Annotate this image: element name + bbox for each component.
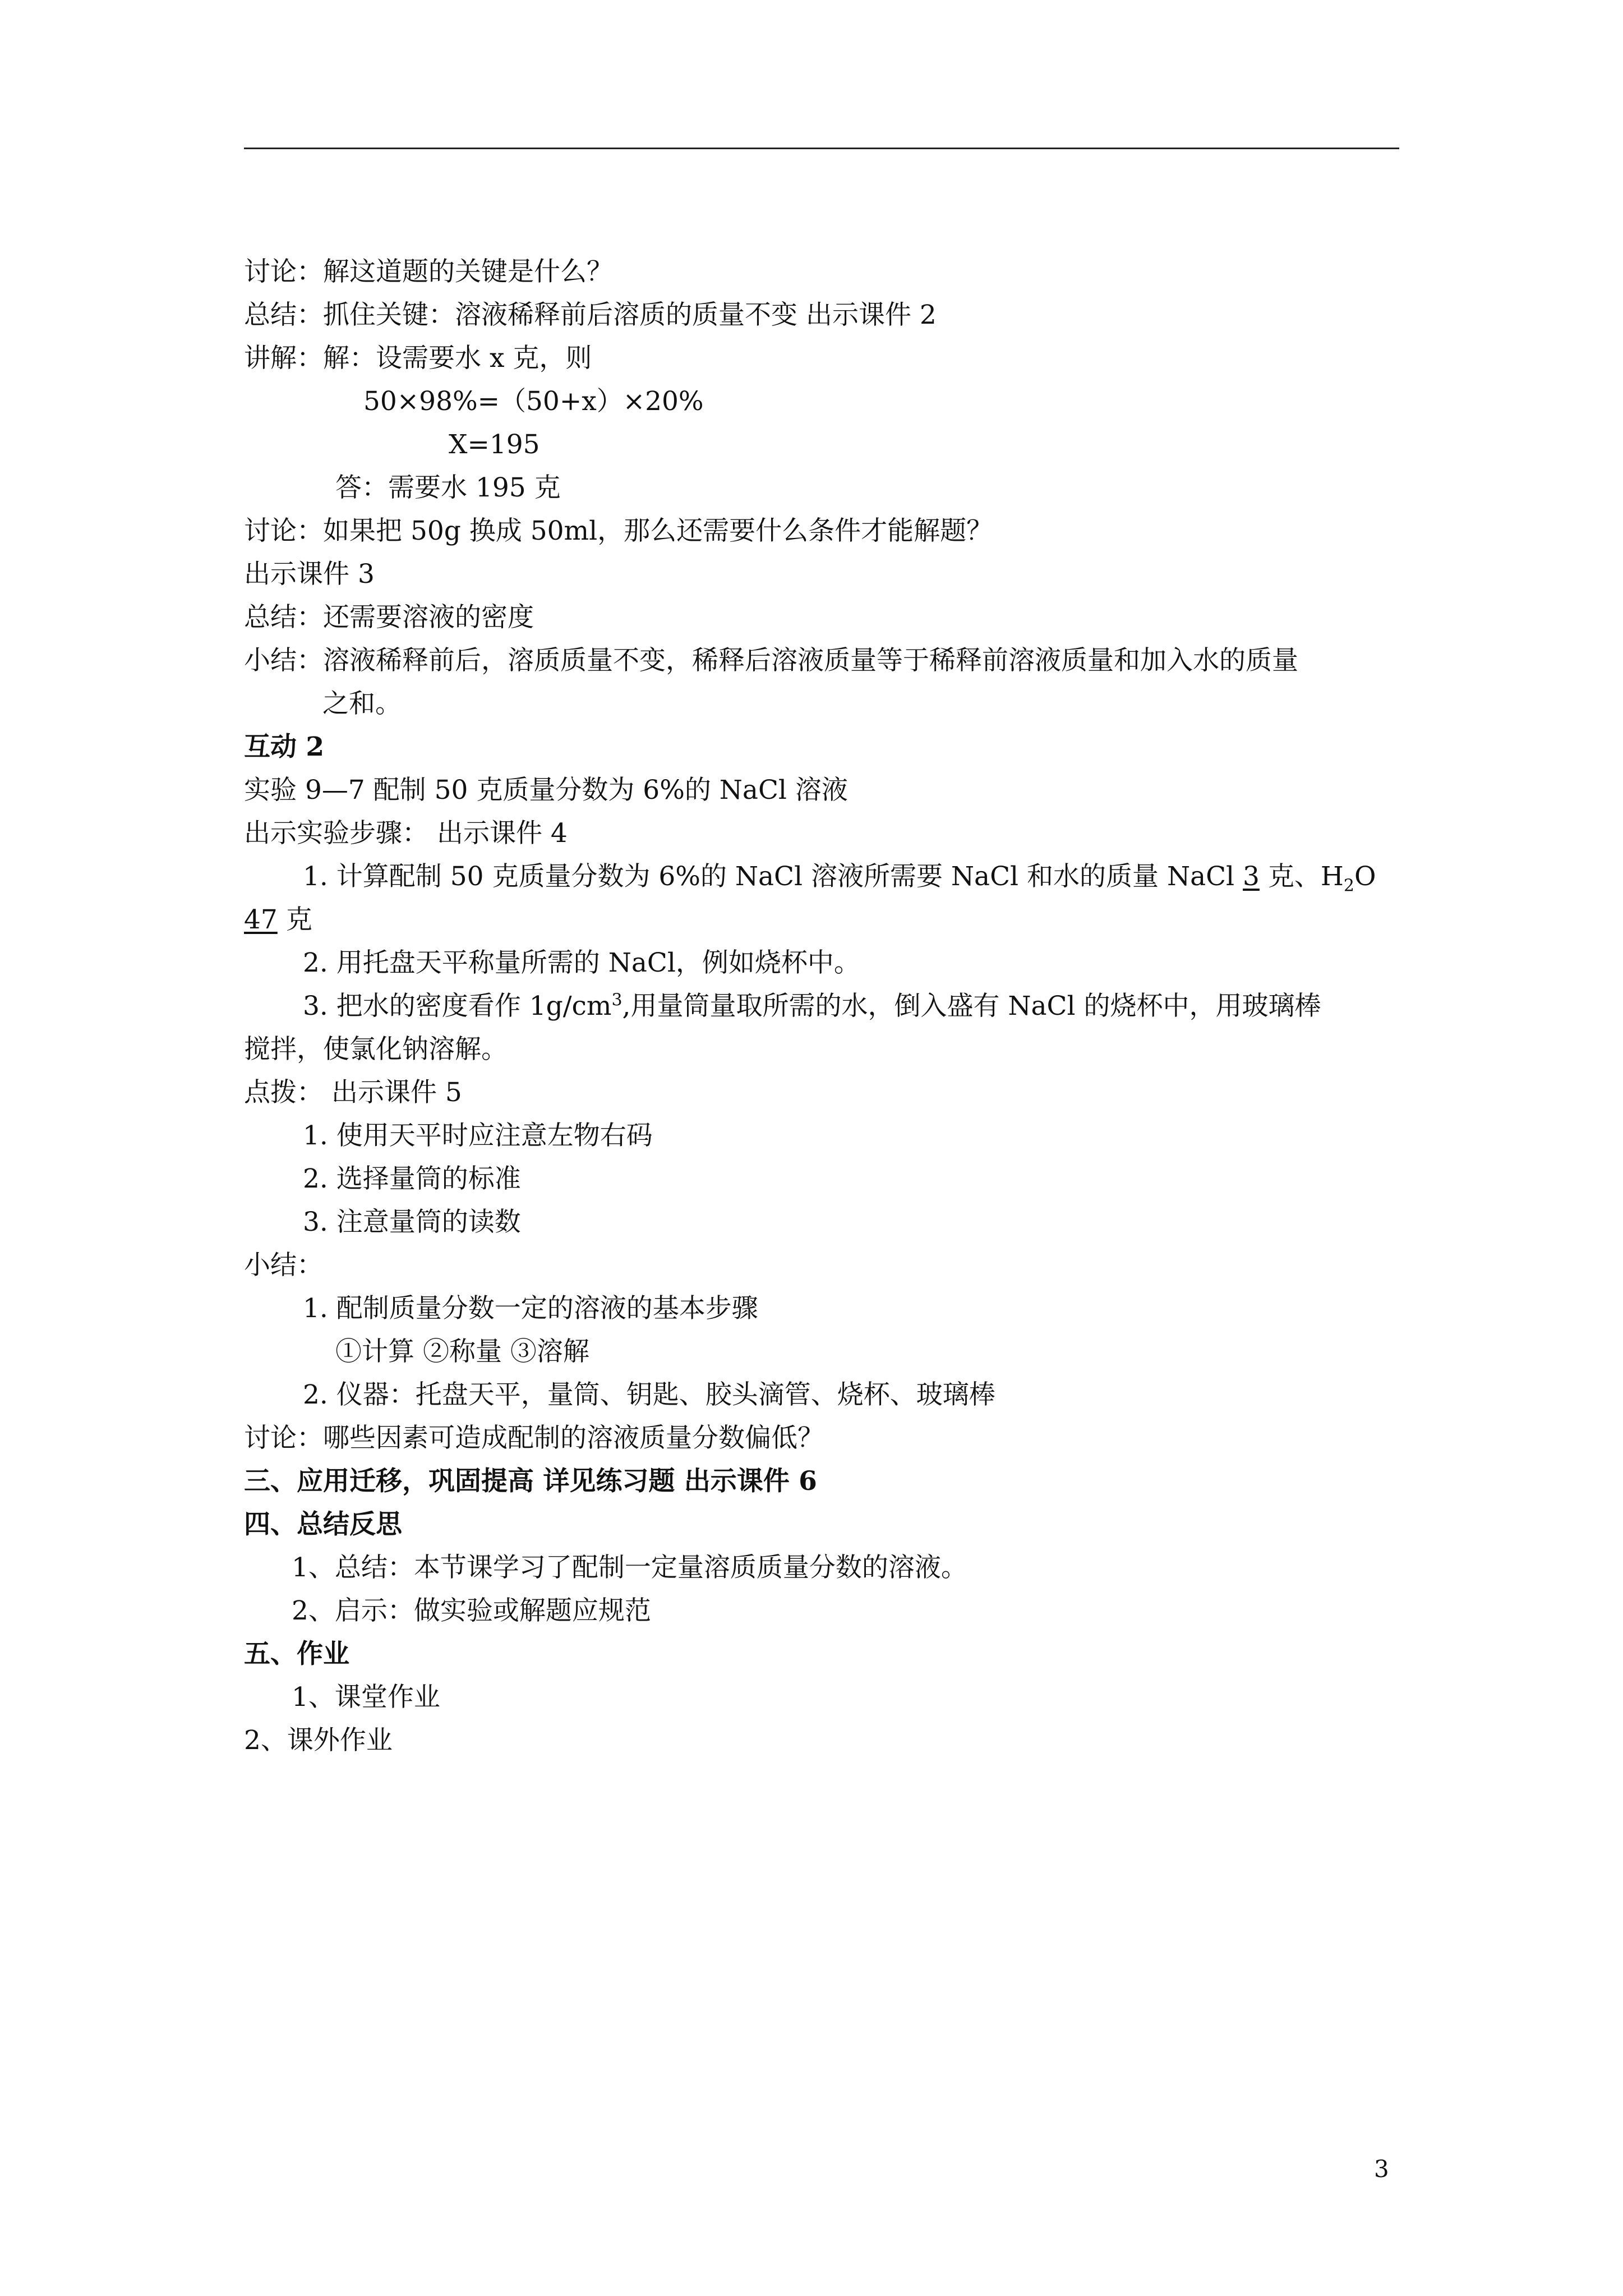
list-item: 2、课外作业	[244, 1725, 393, 1756]
list-item: 3. 注意量筒的读数	[303, 1207, 521, 1237]
list-item: ①计算 ②称量 ③溶解	[335, 1336, 589, 1367]
section-heading: 五、作业	[244, 1639, 349, 1669]
text-line: 总结：抓住关键：溶液稀释前后溶质的质量不变 出示课件 2	[244, 300, 937, 330]
text-line: 小结：	[244, 1250, 323, 1281]
step-line-continued: 搅拌，使氯化钠溶解。	[244, 1034, 508, 1065]
text-line: 讲解：解：设需要水 x 克，则	[244, 343, 592, 374]
step-line: 2. 用托盘天平称量所需的 NaCl，例如烧杯中。	[303, 947, 860, 978]
section-heading: 四、总结反思	[244, 1509, 402, 1540]
step-line: 1. 计算配制 50 克质量分数为 6%的 NaCl 溶液所需要 NaCl 和水的质量 NaCl 3 克、$H_2O$	[303, 861, 1376, 896]
list-item: 2. 选择量筒的标准	[303, 1163, 521, 1194]
list-item: 1、总结：本节课学习了配制一定量溶质质量分数的溶液。	[292, 1552, 967, 1583]
section-heading: 三、应用迁移，巩固提高 详见练习题 出示课件 6	[244, 1466, 817, 1497]
section-heading: 互动 2	[244, 731, 325, 762]
text-line: 实验 9—7 配制 50 克质量分数为 6%的 NaCl 溶液	[244, 775, 848, 806]
text-line: 出示实验步骤： 出示课件 4	[244, 818, 568, 849]
header-rule	[244, 148, 1399, 149]
text-line: 之和。	[322, 688, 402, 719]
page-number: 3	[1374, 2155, 1389, 2183]
list-item: 1. 使用天平时应注意左物右码	[303, 1120, 653, 1151]
answer-blank: 3	[1243, 861, 1260, 892]
list-item: 1、课堂作业	[292, 1682, 440, 1713]
text-line: 讨论：如果把 50g 换成 50ml，那么还需要什么条件才能解题？	[244, 516, 993, 546]
answer-blank: 47	[244, 904, 278, 935]
text-line: 讨论：解这道题的关键是什么？	[244, 256, 613, 287]
text-line: 总结：还需要溶液的密度	[244, 602, 534, 633]
list-item: 2. 仪器：托盘天平，量筒、钥匙、胶头滴管、烧杯、玻璃棒	[303, 1379, 995, 1410]
text-line: 出示课件 3	[244, 559, 375, 590]
text-line: 点拨： 出示课件 5	[244, 1077, 462, 1108]
answer-line: 答：需要水 195 克	[335, 472, 561, 503]
text-line: 讨论：哪些因素可造成配制的溶液质量分数偏低？	[244, 1423, 824, 1453]
list-item: 1. 配制质量分数一定的溶液的基本步骤	[303, 1293, 758, 1324]
equation-line: X=195	[449, 429, 540, 460]
text-line: 小结：溶液稀释前后，溶质质量不变，稀释后溶液质量等于稀释前溶液质量和加入水的质量	[244, 645, 1298, 676]
step-line: 3. 把水的密度看作 $1g/cm^3$,用量筒量取所需的水，倒入盛有 NaCl 的烧杯中，用玻璃棒	[303, 990, 1321, 1022]
step-line-continued: 47 克	[244, 904, 312, 935]
list-item: 2、启示：做实验或解题应规范	[292, 1595, 651, 1626]
equation-line: 50×98%=（50+x）×20%	[363, 386, 704, 417]
